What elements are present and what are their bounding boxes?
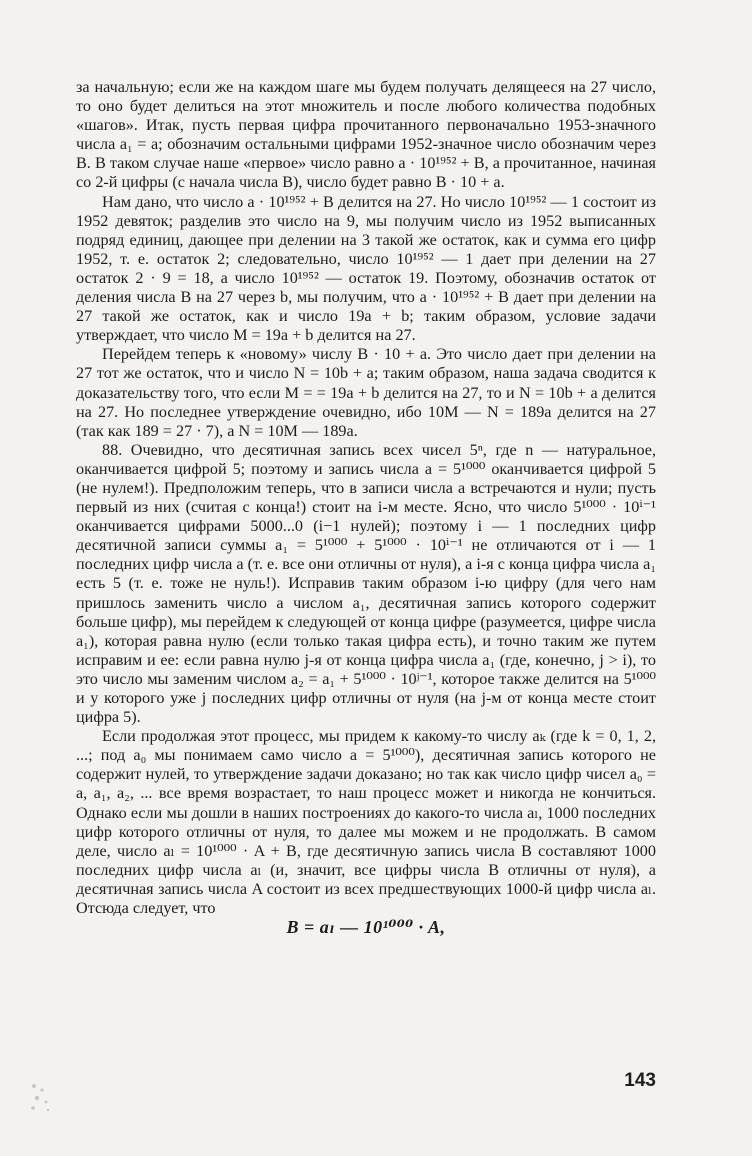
paragraph-problem-88: 88. Очевидно, что десятичная запись всех чисел 5ⁿ, где n — натуральное, оканчивается цифрой 5; поэтому и запись числа a = 5¹⁰⁰⁰ оканчивается цифрой 5 (не нулем!). Предположим теперь, что в записи числа a встречаются и нули; пусть первый из них (считая с конца!) стоит на i-м месте. Ясно, что число 5¹⁰⁰⁰ · 10ⁱ⁻¹ оканчивается цифрами 5000...0 (i−1 нулей); поэтому i — 1 последних цифр десятичной записи суммы a₁ = 5¹⁰⁰⁰ + 5¹⁰⁰⁰ · 10ⁱ⁻¹ не отличаются от i — 1 последних цифр числа a (т. е. все они отличны от нуля), а i-я с конца цифра числа a₁ есть 5 (т. е. тоже не нуль!). Исправив таким образом i-ю цифру (для чего нам пришлось заменить число a числом a₁, десятичная запись которого содержит больше цифр), мы перейдем к следующей от конца цифре (разумеется, цифре числа a₁), которая равна нулю (если только такая цифра есть), и точно таким же путем исправим и ее: если равна нулю j-я от конца цифра числа a₁ (где, конечно, j > i), то это число мы заменим числом a₂ = a₁ + 5¹⁰⁰⁰ · 10ʲ⁻¹, которое также делится на 5¹⁰⁰⁰ и у которого уже j последних цифр отличны от нуля (на j-м от конца месте стоит цифра 5). — [76, 440, 656, 727]
paragraph-1: за начальную; если же на каждом шаге мы будем получать делящееся на 27 число, то оно будет делиться на этот множитель и после любого количества подобных «шагов». Итак, пусть первая цифра прочитанного первоначально 1953-значного числа a₁ = a; обозначим остальными цифрами 1952-значное число обозначим через B. В таком случае наше «первое» число равно a · 10¹⁹⁵² + B, а прочитанное, начиная со 2-й цифры (с начала числа B), число будет равно B · 10 + a. — [76, 78, 656, 192]
paragraph-2: Нам дано, что число a · 10¹⁹⁵² + B делится на 27. Но число 10¹⁹⁵² — 1 состоит из 1952 девяток; разделив это число на 9, мы получим число из 1952 выписанных подряд единиц, дающее при делении на 3 такой же остаток, как и сумма его цифр 1952, т. е. остаток 2; следовательно, число 10¹⁹⁵² — 1 дает при делении на 27 остаток 2 · 9 = 18, а число 10¹⁹⁵² — остаток 19. Поэтому, обозначив остаток от деления числа B на 27 через b, мы получим, что a · 10¹⁹⁵² + B дает при делении на 27 такой же остаток, как и число 19a + b; таким образом, условие задачи утверждает, что число M = 19a + b делится на 27. — [76, 192, 656, 345]
page-text — [76, 78, 656, 937]
paragraph-3: Перейдем теперь к «новому» числу B · 10 + a. Это число дает при делении на 27 тот же остаток, что и число N = 10b + a; таким образом, наша задача сводится к доказательству того, что если M = = 19a + b делится на 27, то и N = 10b + a делится на 27. Но последнее утверждение очевидно, ибо 10M — N = 189a делится на 27 (так как 189 = 27 · 7), а N = 10M — 189a. — [76, 345, 656, 440]
page-number: 143 — [624, 1070, 656, 1091]
paragraph-5: Если продолжая этот процесс, мы придем к какому-то числу aₖ (где k = 0, 1, 2, ...; под a₀ мы понимаем само число a = 5¹⁰⁰⁰), десятичная запись которого не содержит нулей, то утверждение задачи доказано; но так как число цифр чисел a₀ = a, a₁, a₂, ... все время возрастает, то наш процесс может и никогда не кончиться. Однако если мы дошли в наших построениях до какого-то числа aₗ, 1000 последних цифр которого отличны от нуля, то далее мы можем и не продолжать. В самом деле, число aₗ = 10¹⁰⁰⁰ · A + B, где десятичную запись числа B составляют 1000 последних цифр числа aₗ (и, значит, все цифры числа B отличны от нуля), а десятичная запись числа A состоит из всех предшествующих 1000-й цифр числа aₗ. Отсюда следует, что — [76, 727, 656, 918]
formula: B = aₗ — 10¹⁰⁰⁰ · A, — [286, 917, 446, 938]
scan-smudge — [28, 1078, 54, 1114]
